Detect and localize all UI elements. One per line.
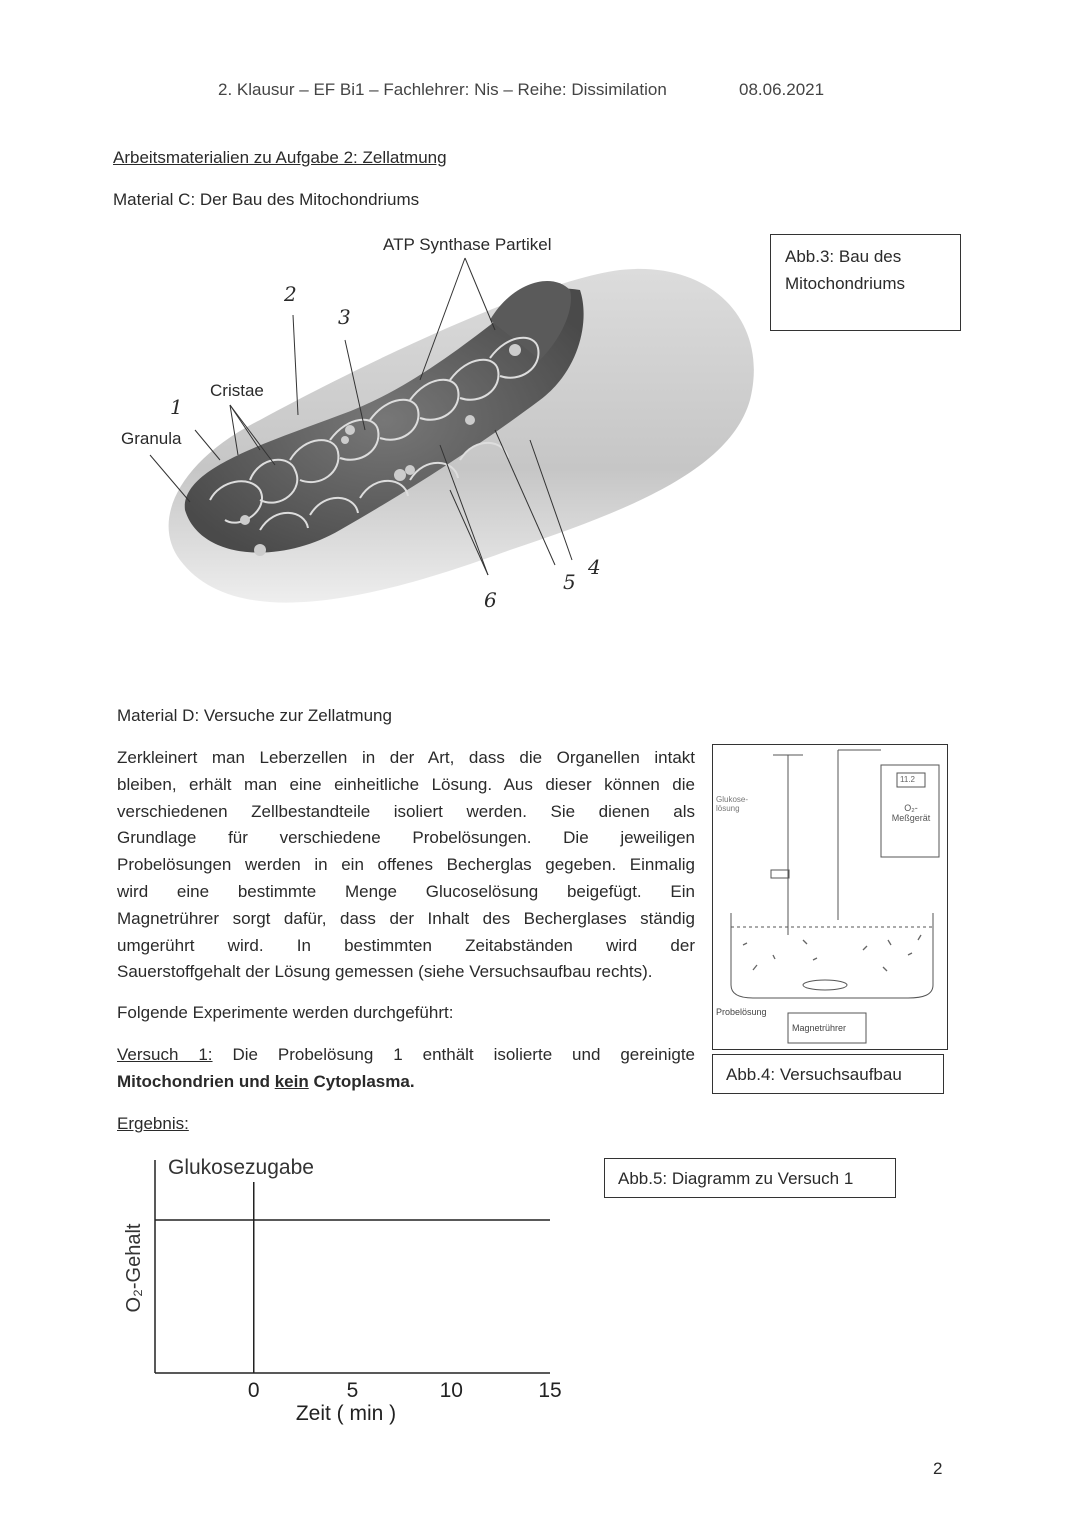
versuch-1-label: Versuch 1: [117,1045,213,1064]
label-atp-synthase: ATP Synthase Partikel [383,235,552,254]
section-title: Arbeitsmaterialien zu Aufgabe 2: Zellatmung [113,148,447,167]
header-date: 08.06.2021 [739,80,825,99]
label-number-4: 4 [588,555,601,579]
material-c-title: Material C: Der Bau des Mitochondriums [113,190,420,209]
setup-figure [712,744,948,1050]
paragraph-line: verschiedenen Zellbestandteile isoliert werden. Sie dienen als [117,801,695,821]
caption-abb3-line2: Mitochondriums [785,274,905,293]
paragraph-line: bleiben, erhält man eine einheitliche Lösung. Aus dieser können die [117,774,695,794]
x-tick-label: 0 [247,1379,260,1402]
material-d-title: Material D: Versuche zur Zellatmung [117,706,392,725]
ergebnis-label: Ergebnis: [117,1114,189,1133]
label-cristae: Cristae [210,381,264,400]
header-left: 2. Klausur – EF Bi1 – Fachlehrer: Nis – Reihe: Dissimilation [218,80,667,99]
glucose-label [716,795,748,813]
label-granula: Granula [121,429,182,448]
y-axis-label: O₂-Gehalt [123,1223,145,1313]
x-tick-label: 5 [346,1379,359,1402]
caption-abb5 [604,1158,896,1198]
page-number: 2 [933,1459,943,1478]
label-number-2: 2 [284,282,297,306]
caption-abb4-text: Abb.4: Versuchsaufbau [726,1065,902,1084]
label-number-6: 6 [484,588,497,612]
label-number-1: 1 [170,395,183,419]
x-tick-label: 10 [439,1379,463,1402]
experiments-intro: Folgende Experimente werden durchgeführt: [117,1003,454,1022]
glucose-label-line1: Glukose- [716,795,749,804]
paragraph-line: Grundlage für verschiedene Probelösungen. Die jeweiligen [117,828,695,848]
versuch-1-text: Die Probelösung 1 enthält isolierte und gereinigte [212,1045,696,1064]
label-number-3: 3 [338,305,351,329]
versuch-1-line1 [117,1042,695,1069]
meter-label [885,803,937,823]
caption-abb5-text: Abb.5: Diagramm zu Versuch 1 [618,1169,854,1188]
paragraph-line: Zerkleinert man Leberzellen in der Art, dass die Organellen intakt [117,748,695,767]
label-number-5: 5 [563,570,576,594]
versuch-1-cyto: Cytoplasma. [308,1072,415,1091]
probe-label: Probelösung [716,1007,767,1017]
paragraph-line: wird eine bestimmte Menge Glucoselösung beigefügt. Ein [117,881,695,901]
versuch-1-mito: Mitochondrien und [117,1072,275,1091]
paragraph-line: umgerührt wird. In bestimmten Zeitabständen wird der [117,935,695,955]
mitochondrion-figure [110,230,780,650]
versuch-1-line2 [117,1069,415,1096]
meter-label-line1: O₂- [904,803,918,813]
x-axis-label: Zeit ( min ) [295,1402,397,1425]
chart-abb5 [110,1150,590,1440]
versuch-1-kein: kein [274,1072,309,1091]
caption-abb4 [712,1054,944,1094]
glucose-label-line2: lösung [716,804,740,813]
meter-value: 11.2 [900,775,915,784]
paragraph-line: Magnetrührer sorgt dafür, dass der Inhalt des Becherglases ständig [117,908,695,928]
paragraph-line: Sauerstoffgehalt der Lösung gemessen (siehe Versuchsaufbau rechts). [117,962,653,982]
chart-annotation: Glukosezugabe [168,1156,314,1179]
caption-abb3-line1: Abb.3: Bau des [785,247,902,266]
x-tick-label: 15 [538,1379,562,1402]
caption-abb3 [770,234,961,331]
paragraph-line: Probelösungen werden in ein offenes Becherglas gegeben. Einmalig [117,855,695,875]
setup-drawing [713,745,947,1049]
meter-label-line2: Meßgerät [891,813,931,823]
material-d-paragraph [117,745,695,986]
stirrer-label: Magnetrührer [792,1023,847,1033]
